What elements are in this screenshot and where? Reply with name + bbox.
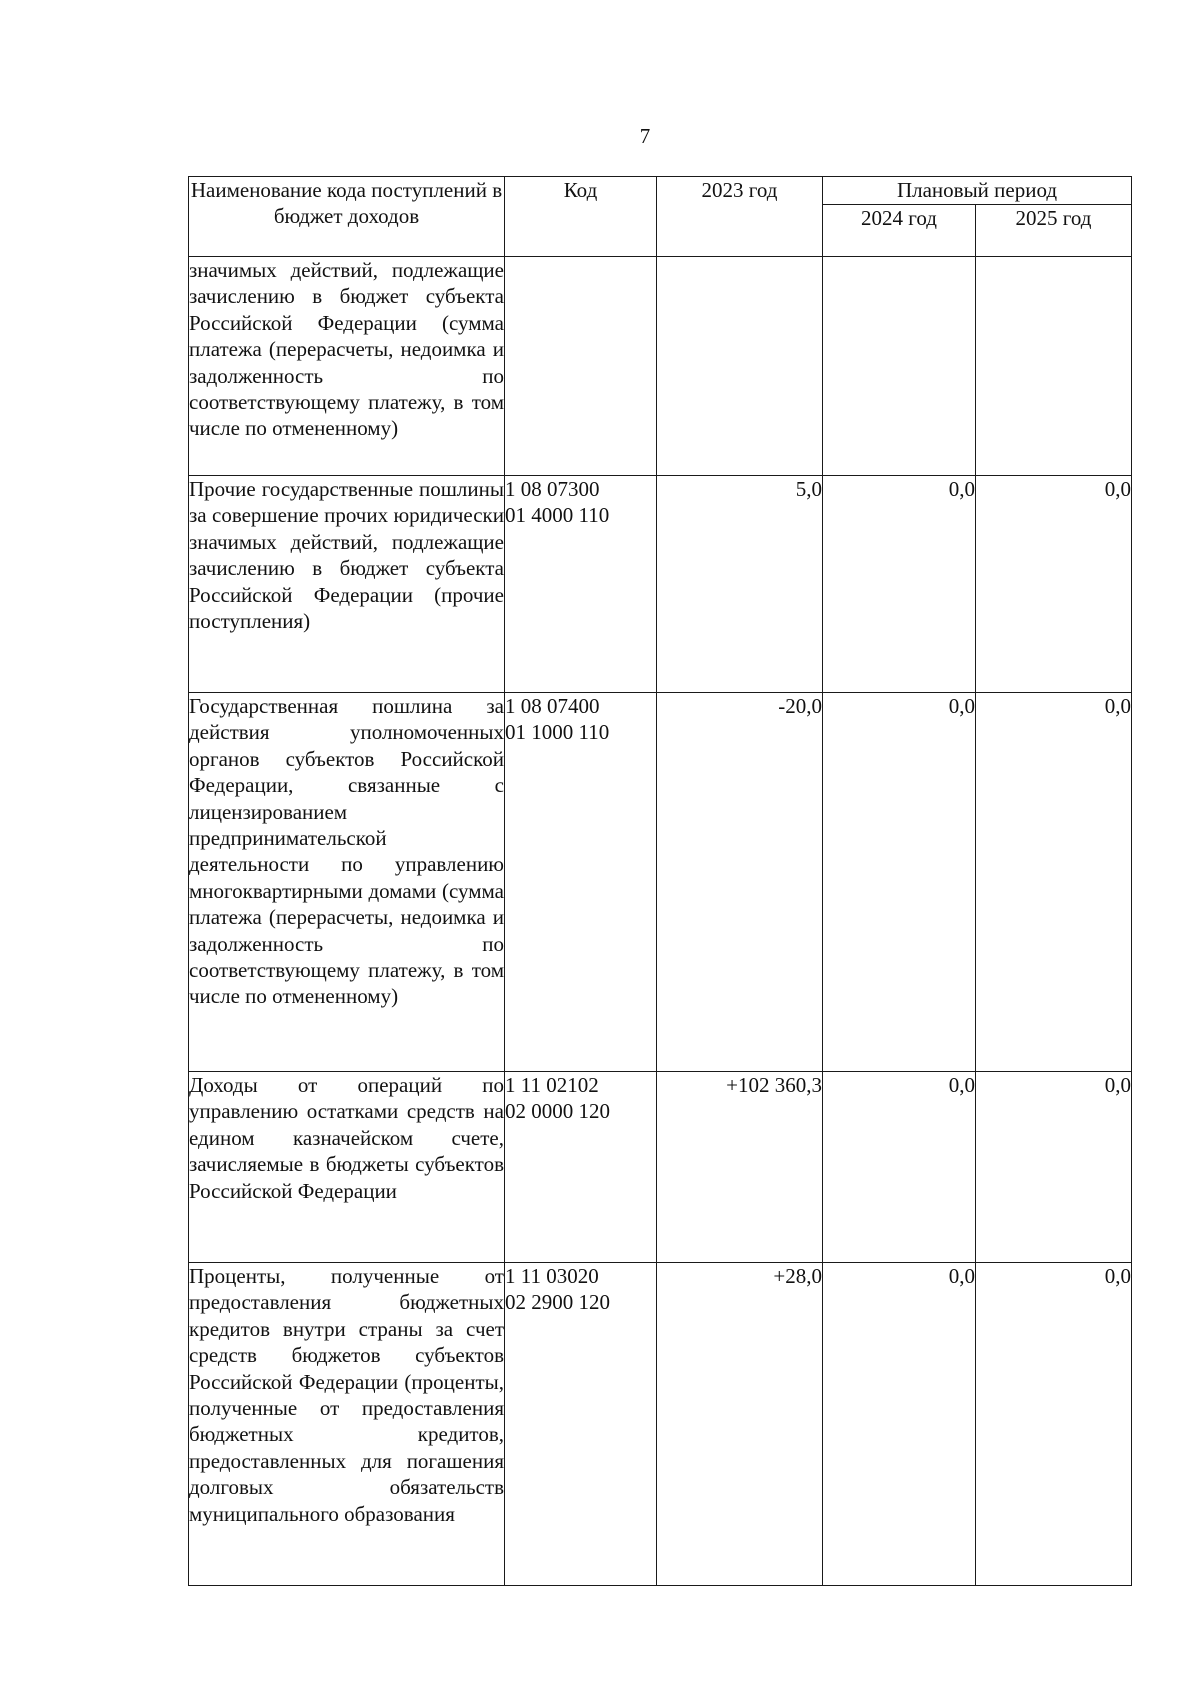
- header-planned-period: Плановый период: [823, 177, 1132, 205]
- row-2025: 0,0: [976, 1263, 1132, 1586]
- row-2023: 5,0: [657, 476, 823, 693]
- row-2025: 0,0: [976, 693, 1132, 1072]
- row-code: 1 08 07300 01 4000 110: [505, 476, 657, 693]
- row-code: 1 11 03020 02 2900 120: [505, 1263, 657, 1586]
- row-2023: [657, 257, 823, 476]
- row-name: Государственная пошлина за действия уполномоченных органов субъектов Российской Федерации, связанные с лицензированием предпринимательской деятельности по управлению многоквартирными домами (сумма платежа (перерасчеты, недоимка и задолженность по соответствующему платежу, в том числе по отмененному): [189, 693, 505, 1072]
- header-code: Код: [505, 177, 657, 257]
- row-2024: 0,0: [823, 1263, 976, 1586]
- budget-revenue-table: [188, 176, 1132, 1586]
- row-2023: -20,0: [657, 693, 823, 1072]
- row-2023: +28,0: [657, 1263, 823, 1586]
- table-row: [189, 1263, 1132, 1586]
- header-2024: 2024 год: [823, 204, 976, 256]
- table-row: [189, 1072, 1132, 1263]
- row-name: Доходы от операций по управлению остатками средств на едином казначейском счете, зачисляемые в бюджеты субъектов Российской Федерации: [189, 1072, 505, 1263]
- row-2025: 0,0: [976, 1072, 1132, 1263]
- row-2025: [976, 257, 1132, 476]
- row-code: 1 08 07400 01 1000 110: [505, 693, 657, 1072]
- row-code: 1 11 02102 02 0000 120: [505, 1072, 657, 1263]
- page-number: 7: [639, 124, 651, 148]
- table-row: [189, 693, 1132, 1072]
- header-2025: 2025 год: [976, 204, 1132, 256]
- row-name: Проценты, полученные от предоставления бюджетных кредитов внутри страны за счет средств бюджетов субъектов Российской Федерации (проценты, полученные от предоставления бюджетных кредитов, предоставленных для погашения долговых обязательств муниципального образования: [189, 1263, 505, 1586]
- table-row: [189, 476, 1132, 693]
- row-2024: 0,0: [823, 476, 976, 693]
- row-2025: 0,0: [976, 476, 1132, 693]
- header-2023: 2023 год: [657, 177, 823, 257]
- row-2024: [823, 257, 976, 476]
- header-name: Наименование кода поступлений в бюджет доходов: [189, 177, 505, 257]
- table-row: [189, 257, 1132, 476]
- row-2024: 0,0: [823, 1072, 976, 1263]
- row-name: Прочие государственные пошлины за совершение прочих юридически значимых действий, подлежащие зачислению в бюджет субъекта Российской Федерации (прочие поступления): [189, 476, 505, 693]
- row-2023: +102 360,3: [657, 1072, 823, 1263]
- row-code: [505, 257, 657, 476]
- row-name: значимых действий, подлежащие зачислению в бюджет субъекта Российской Федерации (сумма платежа (перерасчеты, недоимка и задолженность по соответствующему платежу, в том числе по отмененному): [189, 257, 505, 476]
- row-2024: 0,0: [823, 693, 976, 1072]
